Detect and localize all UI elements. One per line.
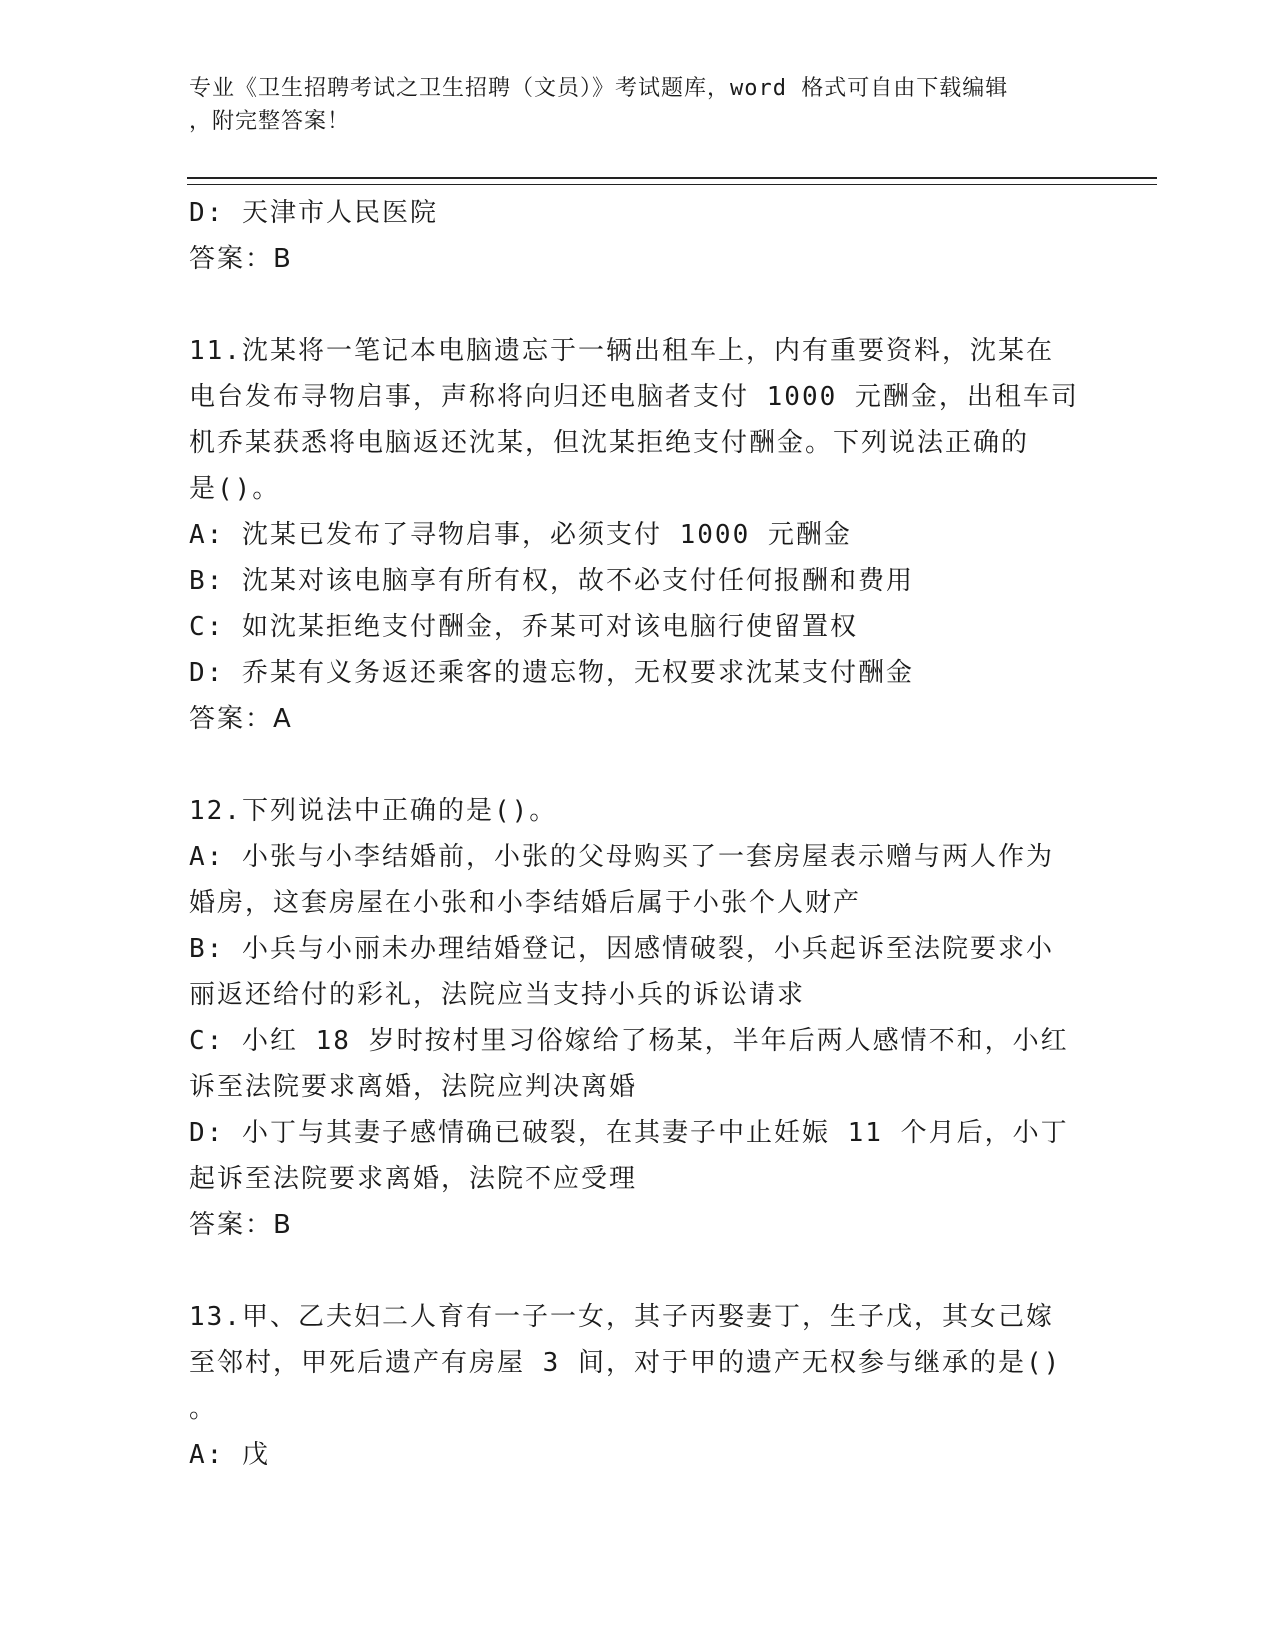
- q12-option-d-cont: 起诉至法院要求离婚，法院不应受理: [189, 1164, 638, 1194]
- q11-stem-line: 机乔某获悉将电脑返还沈某，但沈某拒绝支付酬金。下列说法正确的: [189, 428, 1030, 458]
- header-line-1: 专业《卫生招聘考试之卫生招聘（文员）》考试题库，word 格式可自由下载编辑: [189, 76, 1009, 101]
- header-rule-thin: [187, 184, 1157, 185]
- q12-option-b-cont: 丽返还给付的彩礼，法院应当支持小兵的诉讼请求: [189, 980, 806, 1010]
- header-line-2: ，附完整答案！: [189, 109, 351, 134]
- q11-option-d: D: 乔某有义务返还乘客的遗忘物，无权要求沈某支付酬金: [189, 658, 914, 688]
- q12-option-a: A: 小张与小李结婚前，小张的父母购买了一套房屋表示赠与两人作为: [189, 842, 1054, 872]
- question-12: [189, 788, 1089, 1248]
- q13-option-a: A: 戊: [189, 1440, 270, 1470]
- q12-option-b: B: 小兵与小丽未办理结婚登记，因感情破裂，小兵起诉至法院要求小: [189, 934, 1054, 964]
- q11-option-a: A: 沈某已发布了寻物启事，必须支付 1000 元酬金: [189, 520, 852, 550]
- document-header: [189, 72, 1089, 138]
- q13-stem-line: 13.甲、乙夫妇二人育有一子一女，其子丙娶妻丁，生子戊，其女己嫁: [189, 1302, 1054, 1332]
- q10-answer: 答案：B: [189, 244, 293, 274]
- spacer: [189, 742, 1089, 788]
- q12-option-a-cont: 婚房，这套房屋在小张和小李结婚后属于小张个人财产: [189, 888, 862, 918]
- q11-answer: 答案：A: [189, 704, 293, 734]
- spacer: [189, 1248, 1089, 1294]
- q12-option-c-cont: 诉至法院要求离婚，法院应判决离婚: [189, 1072, 638, 1102]
- q10-option-d: D: 天津市人民医院: [189, 198, 438, 228]
- q12-option-d: D: 小丁与其妻子感情确已破裂，在其妻子中止妊娠 11 个月后，小丁: [189, 1118, 1069, 1148]
- question-13: [189, 1294, 1089, 1478]
- q11-stem-line: 电台发布寻物启事，声称将向归还电脑者支付 1000 元酬金，出租车司: [189, 382, 1079, 412]
- spacer: [189, 282, 1089, 328]
- q13-stem-line: 。: [189, 1394, 218, 1424]
- q12-answer: 答案：B: [189, 1210, 293, 1240]
- header-rule-thick: [187, 177, 1157, 179]
- q11-stem-line: 11.沈某将一笔记本电脑遗忘于一辆出租车上，内有重要资料，沈某在: [189, 336, 1054, 366]
- document-body: [189, 190, 1089, 1478]
- q13-stem-line: 至邻村，甲死后遗产有房屋 3 间，对于甲的遗产无权参与继承的是(): [189, 1348, 1062, 1378]
- q11-option-b: B: 沈某对该电脑享有所有权，故不必支付任何报酬和费用: [189, 566, 914, 596]
- question-11: [189, 328, 1089, 742]
- q12-stem: 12.下列说法中正确的是()。: [189, 796, 558, 826]
- q12-option-c: C: 小红 18 岁时按村里习俗嫁给了杨某，半年后两人感情不和，小红: [189, 1026, 1069, 1056]
- q11-option-c: C: 如沈某拒绝支付酬金，乔某可对该电脑行使留置权: [189, 612, 858, 642]
- q11-stem-line: 是()。: [189, 474, 281, 504]
